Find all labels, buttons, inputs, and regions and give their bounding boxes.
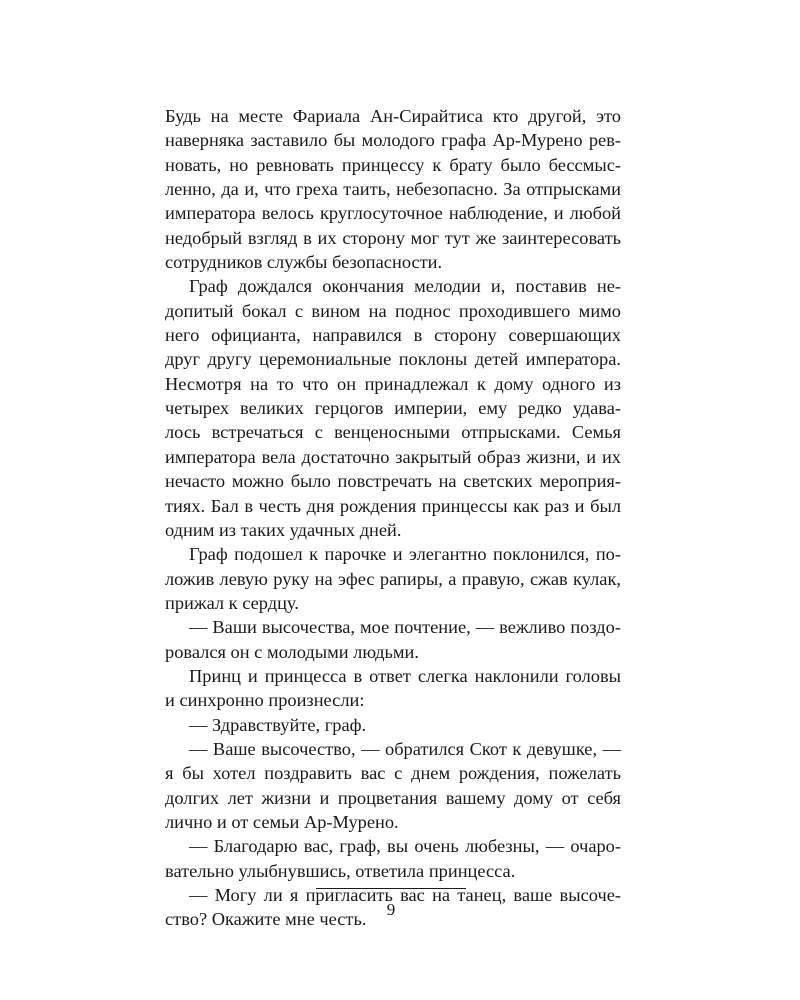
text-line: допитый бокал с вином на поднос проходившего мимо — [165, 300, 621, 321]
text-line: императора вела достаточно закрытый образ жизни, и их — [165, 446, 621, 467]
text-line: новать, но ревновать принцессу к брату было бессмыс- — [165, 154, 621, 175]
text-line: нечасто можно было повстречать на светских мероприя- — [165, 471, 621, 492]
text-line: императора велось круглосуточное наблюдение, и любой — [165, 203, 621, 224]
text-line: вательно улыбнувшись, ответила принцесса. — [165, 860, 516, 881]
text-line: ложив левую руку на эфес рапиры, а правую, сжав кулак, — [165, 568, 621, 589]
text-line: прижал к сердцу. — [165, 592, 299, 613]
text-line: ровался он с молодыми людьми. — [165, 641, 419, 662]
text-line: тиях. Бал в честь дня рождения принцессы как раз и был — [165, 495, 621, 516]
text-line: ленно, да и, что греха таить, небезопасно. За отпрысками — [165, 179, 621, 200]
text-line: четырех великих герцогов империи, ему редко удава- — [165, 398, 621, 419]
text-line: Несмотря на то что он принадлежал к дому одного из — [165, 373, 621, 394]
text-line: друг другу церемониальные поклоны детей императора. — [165, 349, 621, 370]
text-line: — Могу ли я пригласить вас на танец, ваше высоче- — [189, 885, 621, 905]
text-line: — Ваше высочество, — обратился Скот к девушке, — — [189, 738, 621, 759]
text-line: — Здравствуйте, граф. — [189, 714, 367, 735]
text-line: — Благодарю вас, граф, вы очень любезны, — очаро- — [189, 836, 621, 857]
text-line: него официанта, направился в сторону совершающих — [165, 325, 621, 346]
text-line: Граф дождался окончания мелодии и, поставив не- — [189, 276, 621, 297]
text-line: ство? Окажите мне честь. — [165, 909, 367, 930]
text-line: — Ваши высочества, мое почтение, — вежливо поздо- — [189, 617, 621, 638]
text-line: и синхронно произнесли: — [165, 690, 365, 711]
text-line: наверняка заставило бы молодого графа Ар-Мурено рев- — [165, 130, 621, 151]
text-line: Принц и принцесса в ответ слегка наклонили головы — [189, 665, 621, 686]
text-line: недобрый взгляд в их сторону мог тут же заинтересовать — [165, 227, 621, 248]
text-line: Будь на месте Фариала Ан-Сирайтиса кто другой, это — [165, 106, 621, 126]
text-line: одним из таких удачных дней. — [165, 519, 402, 540]
page-number: 9 — [386, 900, 396, 919]
footer-rule — [316, 888, 466, 889]
text-line: я бы хотел поздравить вас с днем рождения, пожелать — [165, 763, 621, 784]
text-line: лось встречаться с венценосными отпрысками. Семья — [165, 422, 621, 443]
body-text — [165, 104, 621, 932]
text-line: лично и от семьи Ар-Мурено. — [165, 811, 399, 832]
text-line: долгих лет жизни и процветания вашему дому от себя — [165, 787, 621, 808]
text-line: сотрудников службы безопасности. — [165, 252, 443, 273]
text-line: Граф подошел к парочке и элегантно поклонился, по- — [189, 544, 621, 565]
